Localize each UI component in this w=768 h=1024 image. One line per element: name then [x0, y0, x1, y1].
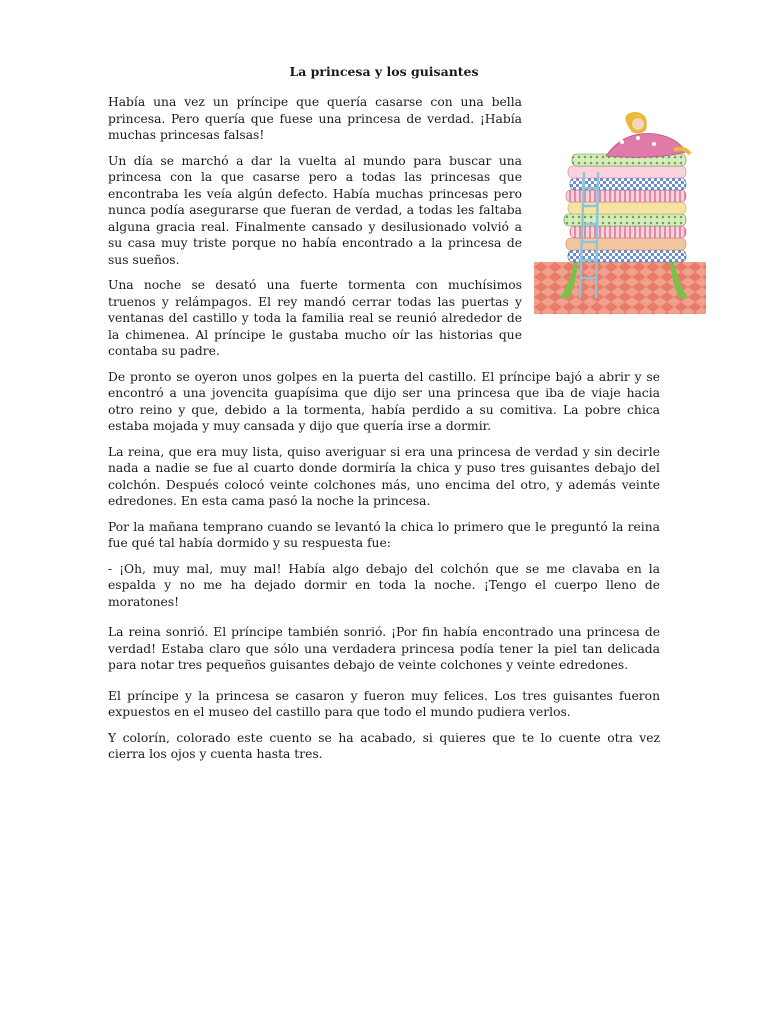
paragraph-8: La reina sonrió. El príncipe también sonrió. ¡Por fin había encontrado una princesa de verdad! Estaba claro que sólo una verdadera princesa podía tener la piel tan delicada para notar tres pequeños guisantes debajo de veinte colchones y veinte edredones. [108, 625, 660, 672]
princess-figure [606, 112, 690, 157]
paragraph-3: Una noche se desató una fuerte tormenta con muchísimos truenos y relámpagos. El rey mandó cerrar todas las puertas y ventanas del castillo y toda la familia real se reunió alrededor de la chimenea. Al príncipe le gustaba mucho oír las historias que contaba su padre. [108, 278, 522, 358]
princess-on-mattresses-illustration [534, 112, 706, 314]
paragraph-7-dialogue: - ¡Oh, muy mal, muy mal! Había algo debajo del colchón que se me clavaba en la espalda y no me ha dejado dormir en toda la noche. ¡Tengo el cuerpo lleno de moratones! [108, 561, 660, 609]
paragraph-6: Por la mañana temprano cuando se levantó la chica lo primero que le preguntó la reina fue qué tal había dormido y su respuesta fue: [108, 519, 660, 550]
paragraph-1: Había una vez un príncipe que quería casarse con una bella princesa. Pero quería que fuese una princesa de verdad. ¡Había muchas princesas falsas! [108, 95, 522, 142]
paragraph-2: Un día se marchó a dar la vuelta al mundo para buscar una princesa con la que casarse pero a todas las princesas que encontraba les veía algún defecto. Había muchas princesas pero nunca podía asegurarse que fueran de verdad, a todas les faltaba alguna gracia real. Finalmente cansado y desilusionado volvió a su casa muy triste porque no había encontrado a la princesa de sus sueños. [108, 153, 522, 267]
paragraph-5: La reina, que era muy lista, quiso averiguar si era una princesa de verdad y sin decirle nada a nadie se fue al cuarto donde dormiría la chica y puso tres guisantes debajo del colchón. Después colocó veinte colchones más, uno encima del otro, y además veinte edredones. En esta cama pasó la noche la princesa. [108, 444, 660, 508]
paragraph-9: El príncipe y la princesa se casaron y fueron muy felices. Los tres guisantes fueron expuestos en el museo del castillo para que todo el mundo pudiera verlos. [108, 688, 660, 719]
paragraph-4: De pronto se oyeron unos golpes en la puerta del castillo. El príncipe bajó a abrir y se encontró a una jovencita guapísima que dijo ser una princesa que iba de viaje hacia otro reino y que, debido a la tormenta, había perdido a su comitiva. La pobre chica estaba mojada y muy cansada y dijo que quería irse a dormir. [108, 369, 660, 433]
story-title: La princesa y los guisantes [289, 64, 479, 79]
paragraph-10: Y colorín, colorado este cuento se ha acabado, si quieres que te lo cuente otra vez cierra los ojos y cuenta hasta tres. [108, 730, 660, 761]
